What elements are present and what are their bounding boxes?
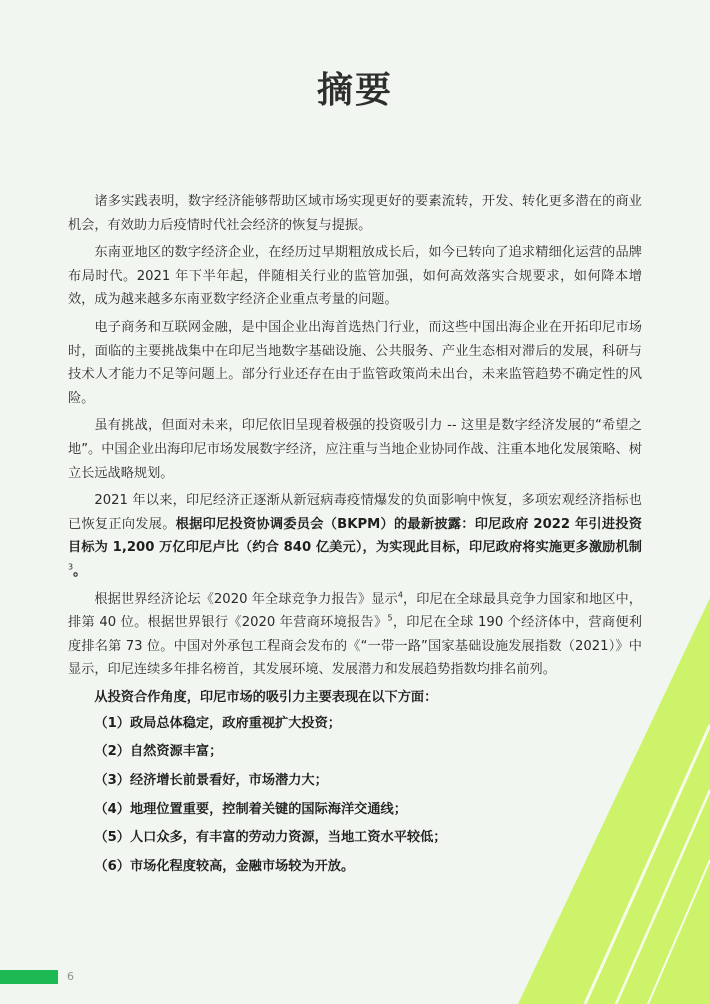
abstract-body [68,190,642,881]
list-item: （4）地理位置重要，控制着关键的国际海洋交通线； [94,801,407,817]
paragraph-6-part3: ，印尼在全球 190 个经济体中，营商便利度排名第 73 位。中国对外承包工程商会发布的《“一带一路”国家基础设施发展指数（2021）》中显示，印尼连续多年排名榜首，其发展环境、发展潜力和发展趋势指数均排名前列。 [68,615,642,678]
paragraph-5-bold: 根据印尼投资协调委员会（BKPM）的最新披露：印尼政府 2022 年引进投资目标为 1,200 万亿印尼卢比（约合 840 亿美元），为实现此目标，印尼政府将实施更多激励机制 [68,516,642,556]
paragraph-5-plain: 2021 年以来，印尼经济正逐渐从新冠病毒疫情爆发的负面影响中恢复，多项宏观经济指标也已恢复正向发展。 [68,493,642,532]
paragraph-1: 诸多实践表明，数字经济能够帮助区域市场实现更好的要素流转，开发、转化更多潜在的商业机会，有效助力后疫情时代社会经济的恢复与提振。 [68,194,642,233]
footnote-ref-5: 5 [387,613,393,623]
paragraph-4: 虽有挑战，但面对未来，印尼依旧呈现着极强的投资吸引力 -- 这里是数字经济发展的“希望之地”。中国企业出海印尼市场发展数字经济，应注重与当地企业协同作战、注重本地化发展策略、树立长远战略规划。 [68,418,642,481]
paragraph-6 [68,588,642,682]
list-lead: 从投资合作角度，印尼市场的吸引力主要表现在以下方面： [94,689,438,705]
page-number: 6 [67,970,74,983]
footer-accent-bar [0,970,58,984]
paragraph-3: 电子商务和互联网金融，是中国企业出海首选热门行业，而这些中国出海企业在开拓印尼市场时，面临的主要挑战集中在印尼当地数字基础设施、公共服务、产业生态相对滞后的发展，科研与技术人才能力不足等问题上。部分行业还存在由于监管政策尚未出台，未来监管趋势不确定性的风险。 [68,319,642,406]
list-item: （3）经济增长前景看好，市场潜力大； [94,773,328,789]
list-item: （2）自然资源丰富； [94,744,223,760]
list-item: （5）人口众多，有丰富的劳动力资源，当地工资水平较低； [94,830,447,846]
paragraph-6-part1: 根据世界经济论坛《2020 年全球竞争力报告》显示 [94,591,398,607]
advantages-list [68,710,642,882]
list-item: （6）市场化程度较高，金融市场较为开放。 [94,858,355,874]
paragraph-5 [68,489,642,583]
footnote-ref-4: 4 [397,590,403,600]
page-title: 摘要 [316,70,393,111]
paragraph-6-part2: ，印尼在全球最具竞争力国家和地区中，排第 40 位。根据世界银行《2020 年营商环境报告》 [68,591,642,631]
paragraph-5-end: 。 [73,563,87,579]
paragraph-2: 东南亚地区的数字经济企业，在经历过早期粗放成长后，如今已转向了追求精细化运营的品牌布局时代。2021 年下半年起，伴随相关行业的监管加强，如何高效落实合规要求，如何降本增效，成为越来越多东南亚数字经济企业重点考量的问题。 [68,245,642,308]
footnote-ref-3: 3 [68,562,74,572]
list-item: （1）政局总体稳定，政府重视扩大投资； [94,715,341,731]
